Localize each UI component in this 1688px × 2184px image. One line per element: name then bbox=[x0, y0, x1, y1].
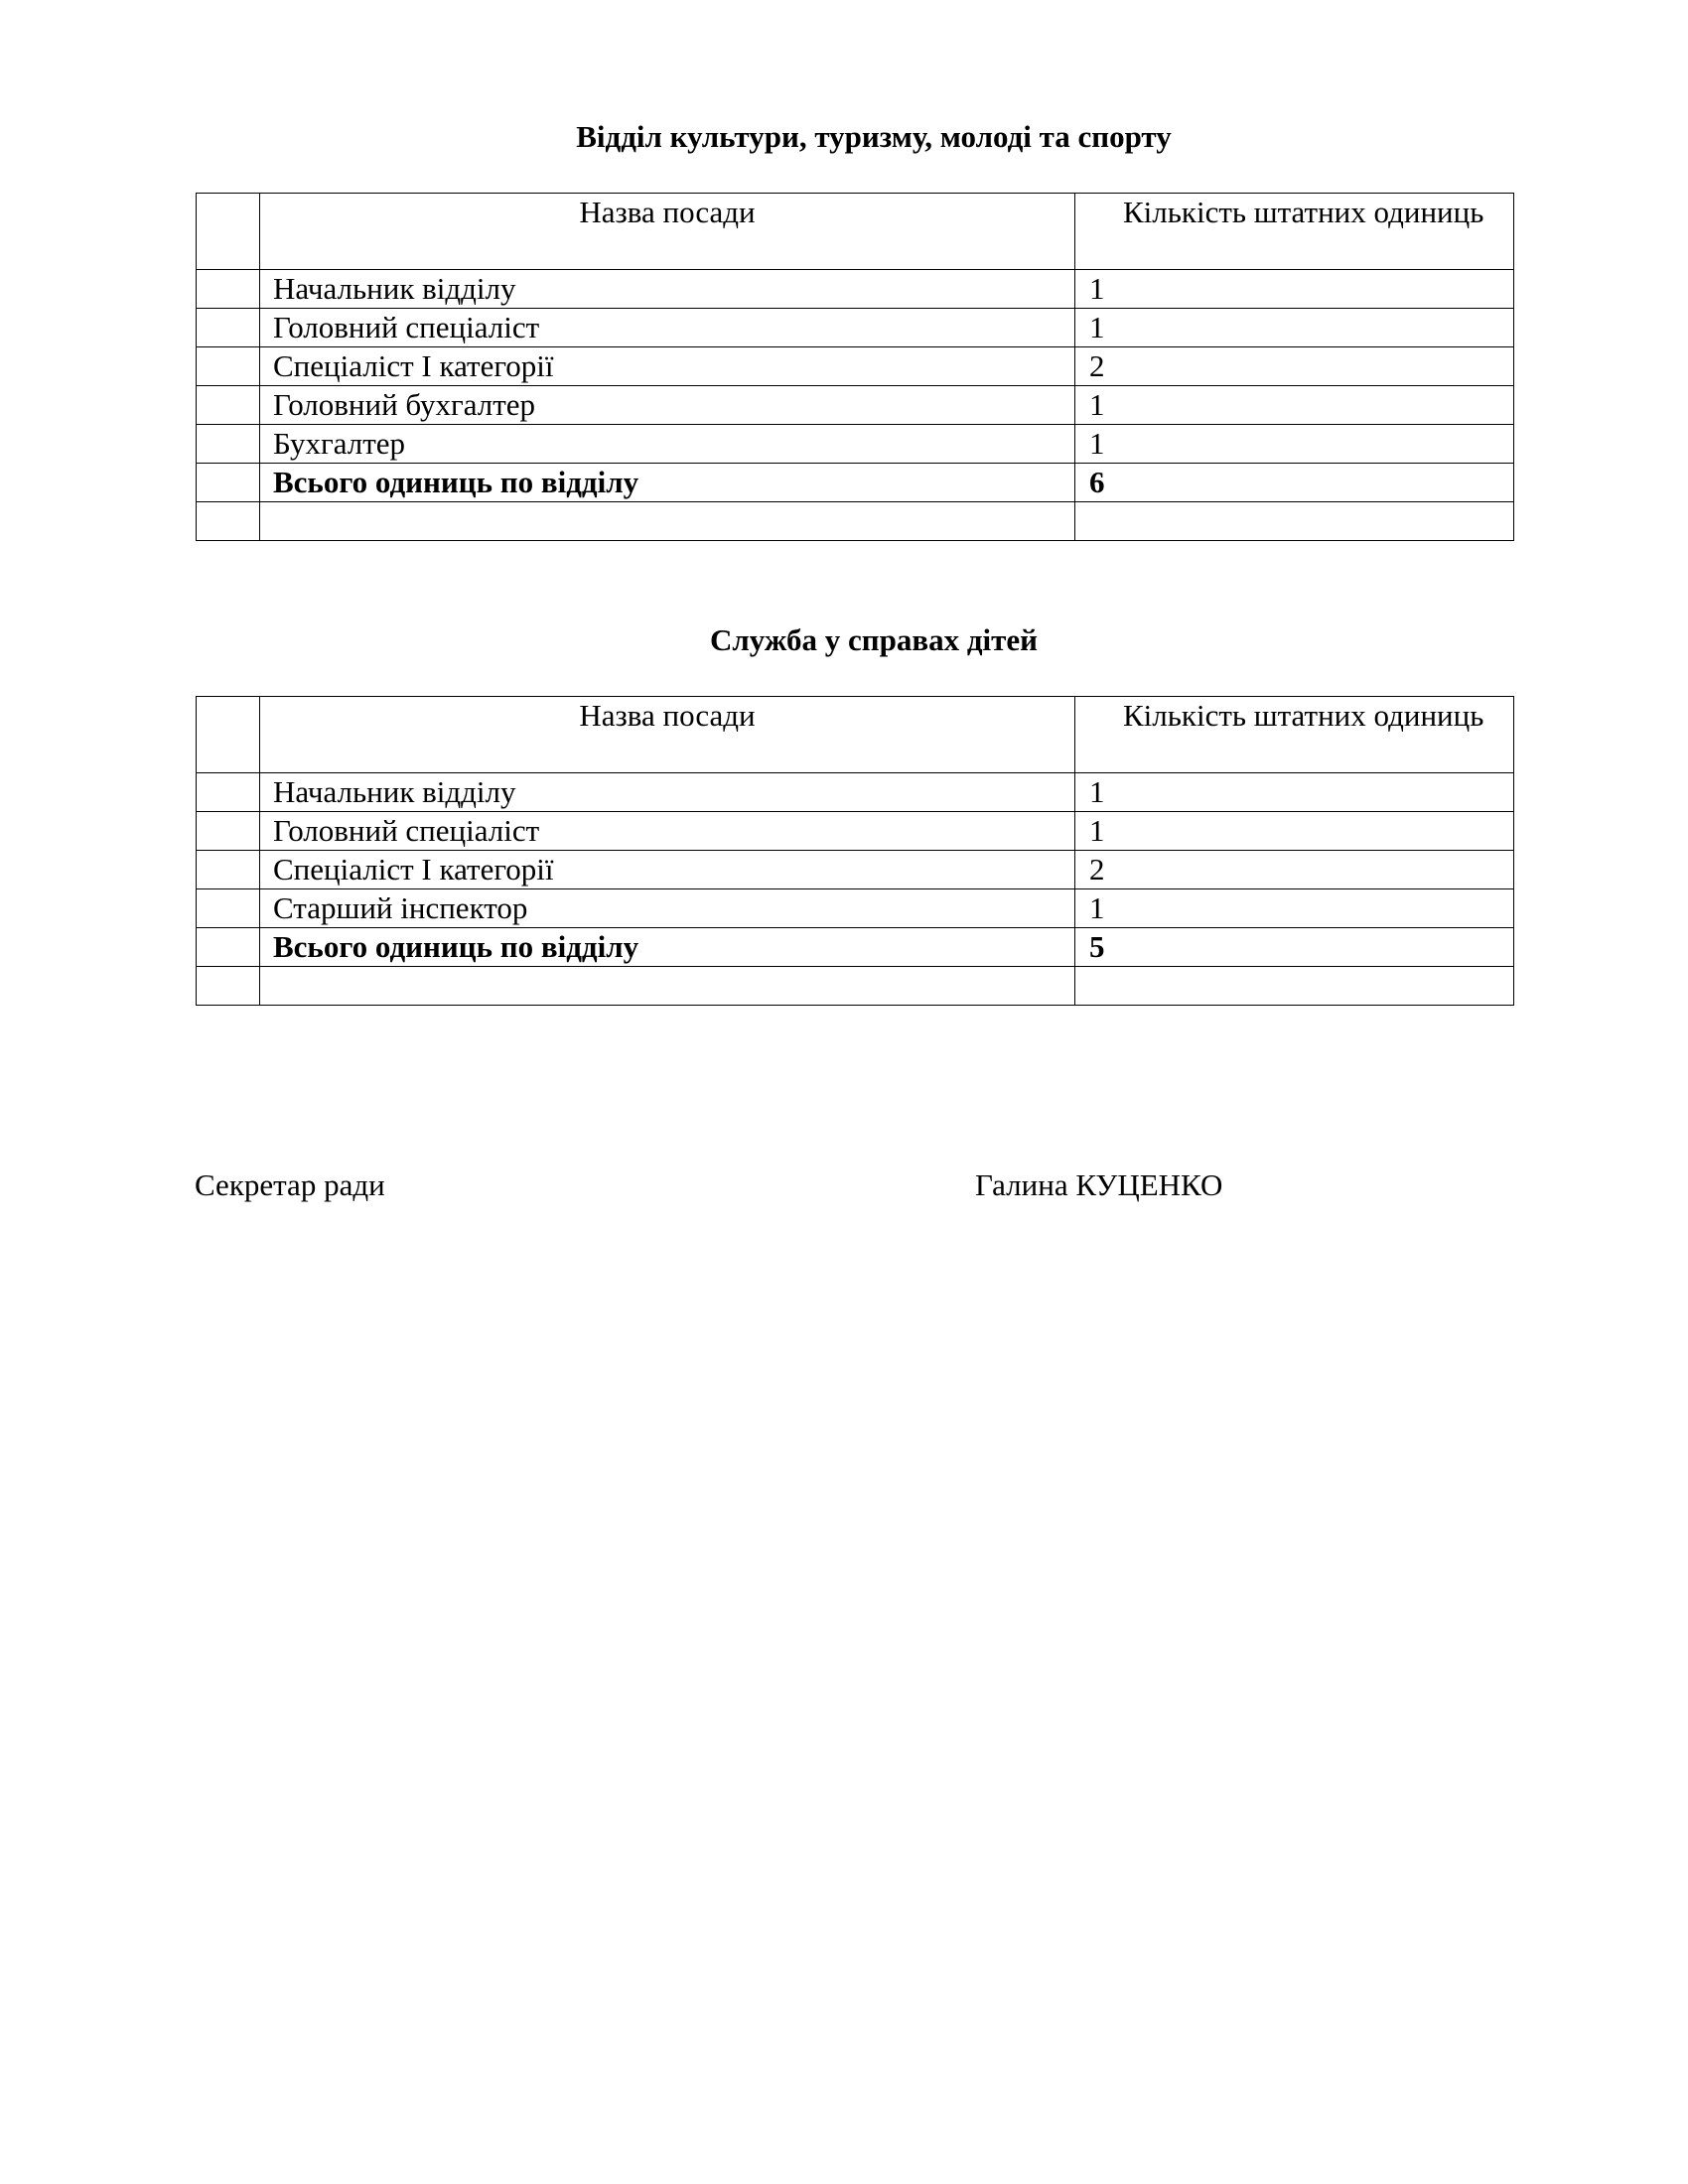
number-cell bbox=[197, 194, 260, 270]
empty-row bbox=[197, 967, 1514, 1006]
quantity-cell bbox=[1075, 967, 1514, 1006]
quantity-header-text: Кількість штатних одиниць bbox=[1123, 698, 1484, 733]
table-row bbox=[197, 270, 1514, 309]
table-row bbox=[197, 386, 1514, 425]
table-row bbox=[197, 851, 1514, 889]
quantity-cell: 2 bbox=[1075, 851, 1514, 889]
quantity-cell: 1 bbox=[1075, 889, 1514, 928]
position-cell: Головний бухгалтер bbox=[260, 386, 1075, 425]
position-cell: Спеціаліст I категорії bbox=[260, 851, 1075, 889]
number-cell bbox=[197, 697, 260, 773]
signature-name: Галина КУЦЕНКО bbox=[975, 1167, 1223, 1202]
quantity-cell: 1 bbox=[1075, 425, 1514, 464]
quantity-header bbox=[1075, 194, 1514, 270]
position-cell: Старший інспектор bbox=[260, 889, 1075, 928]
position-cell: Начальник відділу bbox=[260, 270, 1075, 309]
number-cell bbox=[197, 309, 260, 347]
position-cell: Начальник відділу bbox=[260, 773, 1075, 812]
number-cell bbox=[197, 270, 260, 309]
table-row bbox=[197, 773, 1514, 812]
position-cell bbox=[260, 967, 1075, 1006]
table-row bbox=[197, 889, 1514, 928]
total-row bbox=[197, 928, 1514, 967]
position-cell: Головний спеціаліст bbox=[260, 812, 1075, 851]
table-row bbox=[197, 425, 1514, 464]
number-cell bbox=[197, 851, 260, 889]
quantity-cell bbox=[1075, 502, 1514, 541]
quantity-header bbox=[1075, 697, 1514, 773]
signature-role: Секретар ради bbox=[195, 1167, 385, 1202]
quantity-cell: 2 bbox=[1075, 347, 1514, 386]
total-value: 6 bbox=[1075, 464, 1514, 502]
total-label: Всього одиниць по відділу bbox=[260, 464, 1075, 502]
position-cell: Спеціаліст I категорії bbox=[260, 347, 1075, 386]
staff-table-children bbox=[196, 696, 1514, 1006]
number-cell bbox=[197, 967, 260, 1006]
total-label: Всього одиниць по відділу bbox=[260, 928, 1075, 967]
position-cell bbox=[260, 502, 1075, 541]
number-cell bbox=[197, 464, 260, 502]
table-row bbox=[197, 309, 1514, 347]
number-cell bbox=[197, 425, 260, 464]
number-cell bbox=[197, 773, 260, 812]
table-header-row bbox=[197, 697, 1514, 773]
quantity-cell: 1 bbox=[1075, 309, 1514, 347]
table-header-row bbox=[197, 194, 1514, 270]
total-row bbox=[197, 464, 1514, 502]
section-title: Відділ культури, туризму, молоді та спорту bbox=[576, 119, 1172, 154]
staff-table-culture bbox=[196, 193, 1514, 541]
number-cell bbox=[197, 347, 260, 386]
quantity-cell: 1 bbox=[1075, 386, 1514, 425]
position-header: Назва посади bbox=[260, 697, 1075, 773]
quantity-header-text: Кількість штатних одиниць bbox=[1123, 195, 1484, 229]
total-value: 5 bbox=[1075, 928, 1514, 967]
quantity-cell: 1 bbox=[1075, 773, 1514, 812]
number-cell bbox=[197, 812, 260, 851]
number-cell bbox=[197, 386, 260, 425]
position-cell: Бухгалтер bbox=[260, 425, 1075, 464]
position-cell: Головний спеціаліст bbox=[260, 309, 1075, 347]
number-cell bbox=[197, 502, 260, 541]
number-cell bbox=[197, 889, 260, 928]
empty-row bbox=[197, 502, 1514, 541]
number-cell bbox=[197, 928, 260, 967]
table-row bbox=[197, 812, 1514, 851]
table-row bbox=[197, 347, 1514, 386]
position-header: Назва посади bbox=[260, 194, 1075, 270]
quantity-cell: 1 bbox=[1075, 270, 1514, 309]
quantity-cell: 1 bbox=[1075, 812, 1514, 851]
section-title: Служба у справах дітей bbox=[710, 622, 1038, 657]
